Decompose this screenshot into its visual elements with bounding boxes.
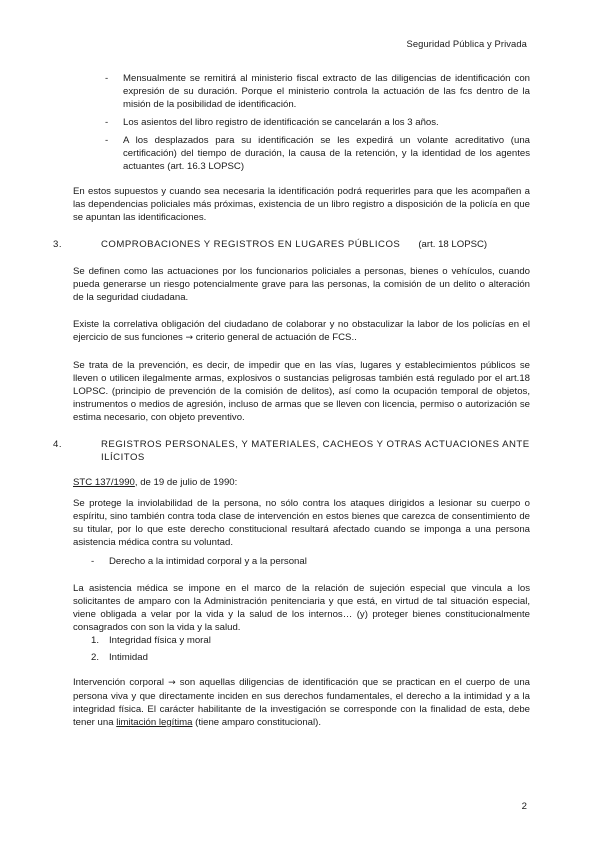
numbered-list — [73, 634, 530, 664]
section-4-paragraph-2: La asistencia médica se impone en el marco de la relación de sujeción especial que vincula a los solicitantes de amparo con la Administración penitenciaria y que está, en virtud de tal situación especial, viene obligada a velar por la vida y la salud de los internos… (y) proteger bienes constitucionalmente consagrados con son la vida y la salud. — [73, 583, 530, 633]
list-item-number: 1. — [91, 635, 100, 646]
page-number: 2 — [521, 801, 527, 812]
dash-bullet: - — [105, 73, 109, 84]
list-item-text: Los asientos del libro registro de identificación se cancelarán a los 3 años. — [123, 117, 439, 128]
list-item-text: Mensualmente se remitirá al ministerio fiscal extracto de las diligencias de identificación con expresión de su duración. Porque el ministerio controla la actuación de las fcs dentro de la misión de la posibilidad de identificación. — [123, 73, 530, 110]
stc-date: , de 19 de julio de 1990: — [134, 477, 238, 488]
underlined-term: limitación legítima — [116, 717, 193, 728]
section-4-paragraph-3 — [73, 676, 530, 729]
list-item-text: Derecho a la intimidad corporal y a la personal — [109, 556, 307, 567]
paragraph-text: Existe la correlativa obligación del ciudadano de colaborar y no obstaculizar la labor de los policías en el ejercicio de sus funciones — [73, 319, 530, 343]
list-item-number: 2. — [91, 652, 100, 663]
section-3-reference: (art. 18 LOPSC) — [418, 239, 488, 250]
section-4-heading — [53, 438, 530, 464]
paragraph-text: Intervención corporal — [73, 677, 169, 688]
dash-bullet: - — [105, 117, 109, 128]
section-4-paragraph-1: Se protege la inviolabilidad de la persona, no sólo contra los ataques dirigidos a lesionar su cuerpo o espíritu, sino también contra toda clase de intervención en estos bienes que carezca de consentimiento de su titular, por lo que este derecho constitucional resultará afectado cuando se imponga a una persona asistencia médica contra su voluntad. — [73, 498, 530, 548]
section-4-number: 4. — [53, 439, 63, 450]
list-item — [73, 116, 530, 129]
section-3-title: COMPROBACIONES Y REGISTROS EN LUGARES PÚBLICOS — [101, 239, 401, 250]
list-item — [73, 555, 530, 568]
dash-bullet: - — [105, 135, 109, 146]
list-item — [73, 134, 530, 173]
intro-bullet-list — [73, 72, 530, 173]
section-3-heading — [53, 238, 530, 251]
list-item — [73, 72, 530, 111]
section-4-bullet-list — [73, 555, 530, 568]
running-header: Seguridad Pública y Privada — [406, 38, 527, 49]
section-3-paragraph-3: Se trata de la prevención, es decir, de impedir que en las vías, lugares y establecimientos públicos se lleven o utilicen ilegalmente armas, explosivos o sustancias peligrosas también está regulado por el art.18 LOPSC. (principio de prevención de la comisión de delitos), así como la ocupación temporal de objetos, instrumentos o medios de agresión, incluso de armas que se lleven con licencia, permiso o autorización se estima necesario, con objeto preventivo. — [73, 360, 530, 423]
section-3-number: 3. — [53, 239, 63, 250]
section-4-title: REGISTROS PERSONALES, Y MATERIALES, CACHEOS Y OTRAS ACTUACIONES ANTE ILÍCITOS — [101, 439, 530, 463]
stc-citation — [73, 476, 530, 489]
paragraph-text: criterio general de actuación de FCS.. — [193, 332, 357, 343]
paragraph-text: (tiene amparo constitucional). — [192, 717, 321, 728]
section-3-paragraph-2 — [73, 318, 530, 345]
paragraph-text: son aquellas diligencias de identificación que se practican en el cuerpo de una persona viva y que directamente inciden en sus derechos fundamentales, el derecho a la intimidad y a la integridad física. El carácter habilitante de la investigación se corresponde con la finalidad de esta, debe tener una — [73, 677, 530, 728]
list-item-text: A los desplazados para su identificación se les expedirá un volante acreditativo (una certificación) del tiempo de duración, la causa de la retención, y la identidad de los agentes actuantes (art. 16.3 LOPSC) — [123, 135, 530, 172]
right-arrow-icon: → — [185, 333, 194, 343]
list-item-text: Integridad física y moral — [109, 635, 211, 646]
stc-reference: STC 137/1990 — [73, 477, 135, 488]
right-arrow-icon: → — [168, 678, 176, 688]
dash-bullet: - — [91, 556, 95, 567]
section-3-paragraph-1: Se definen como las actuaciones por los funcionarios policiales a personas, bienes o vehículos, cuando pueda generarse un riesgo potencialmente grave para las personas, la comisión de un delito o alteración de la seguridad ciudadana. — [73, 266, 530, 303]
intro-paragraph: En estos supuestos y cuando sea necesaria la identificación podrá requerirles para que les acompañen a las dependencias policiales más próximas, existencia de un libro registro a disposición de la policía en que se apuntan las identificaciones. — [73, 186, 530, 223]
page-content — [53, 72, 530, 729]
list-item — [73, 634, 530, 647]
list-item-text: Intimidad — [109, 652, 148, 663]
list-item — [73, 651, 530, 664]
